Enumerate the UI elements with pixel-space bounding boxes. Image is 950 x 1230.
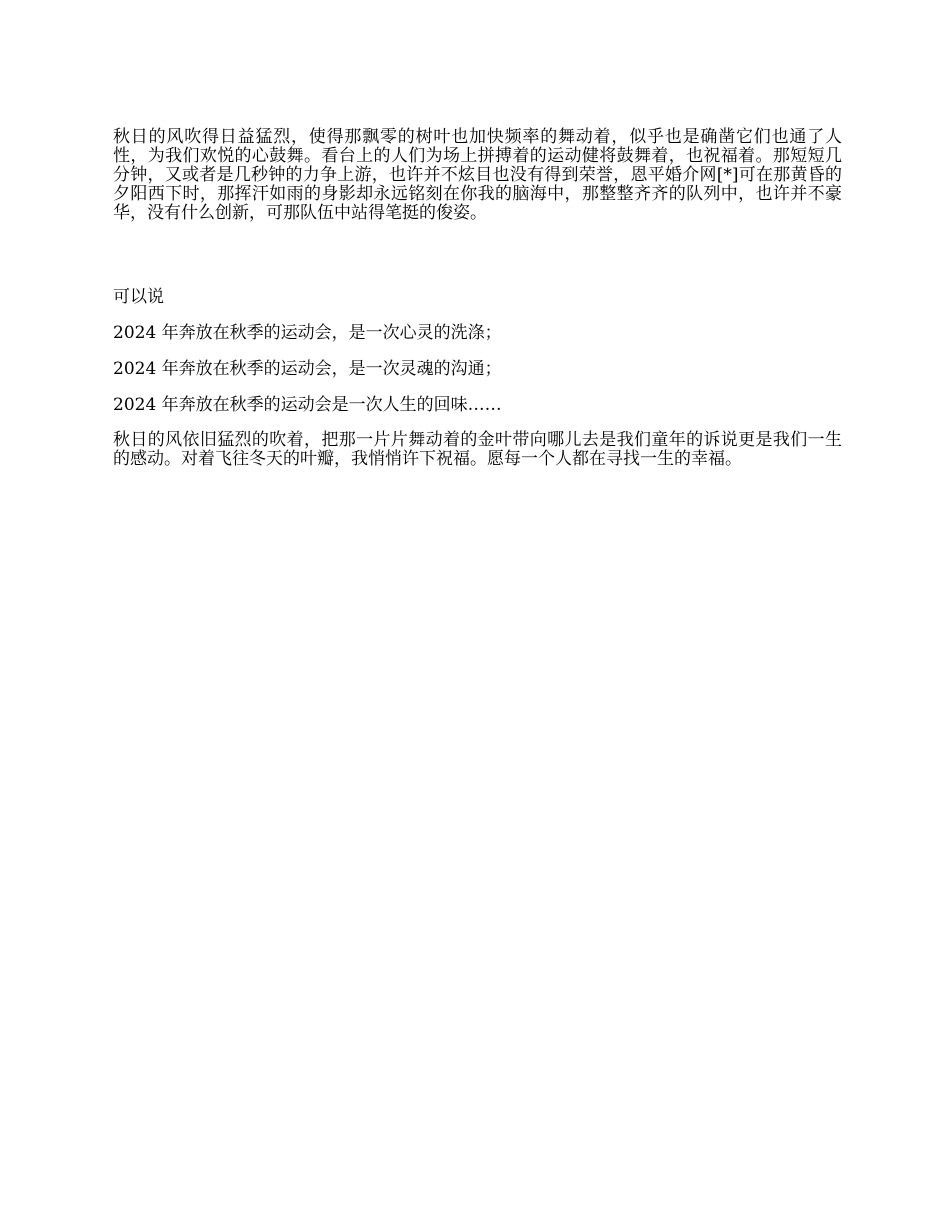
paragraph-soul-communication: 2024 年奔放在秋季的运动会，是一次灵魂的沟通； bbox=[113, 359, 502, 379]
paragraph-sports-meet-scene: 秋日的风吹得日益猛烈，使得那飘零的树叶也加快频率的舞动着，似乎也是确凿它们也通了人性，为我们欢悦的心鼓舞。看台上的人们为场上拼搏着的运动健将鼓舞着，也祝福着。那短短几分钟，又或者是几秒钟的力争上游，也许并不炫目也没有得到荣誉，恩平婚介网[*]可在那黄昏的夕阳西下时，那挥汗如雨的身影却永远铭刻在你我的脑海中，那整整齐齐的队列中，也许并不豪华，没有什么创新，可那队伍中站得笔挺的俊姿。 bbox=[113, 127, 842, 223]
paragraph-life-reflection: 2024 年奔放在秋季的运动会是一次人生的回味…… bbox=[113, 395, 502, 415]
paragraph-transition: 可以说 bbox=[113, 287, 164, 307]
paragraph-closing-blessing: 秋日的风依旧猛烈的吹着，把那一片片舞动着的金叶带向哪儿去是我们童年的诉说更是我们一生的感动。对着飞往冬天的叶瓣，我悄悄许下祝福。愿每一个人都在寻找一生的幸福。 bbox=[113, 430, 842, 469]
paragraph-soul-cleansing: 2024 年奔放在秋季的运动会，是一次心灵的洗涤； bbox=[113, 323, 502, 343]
